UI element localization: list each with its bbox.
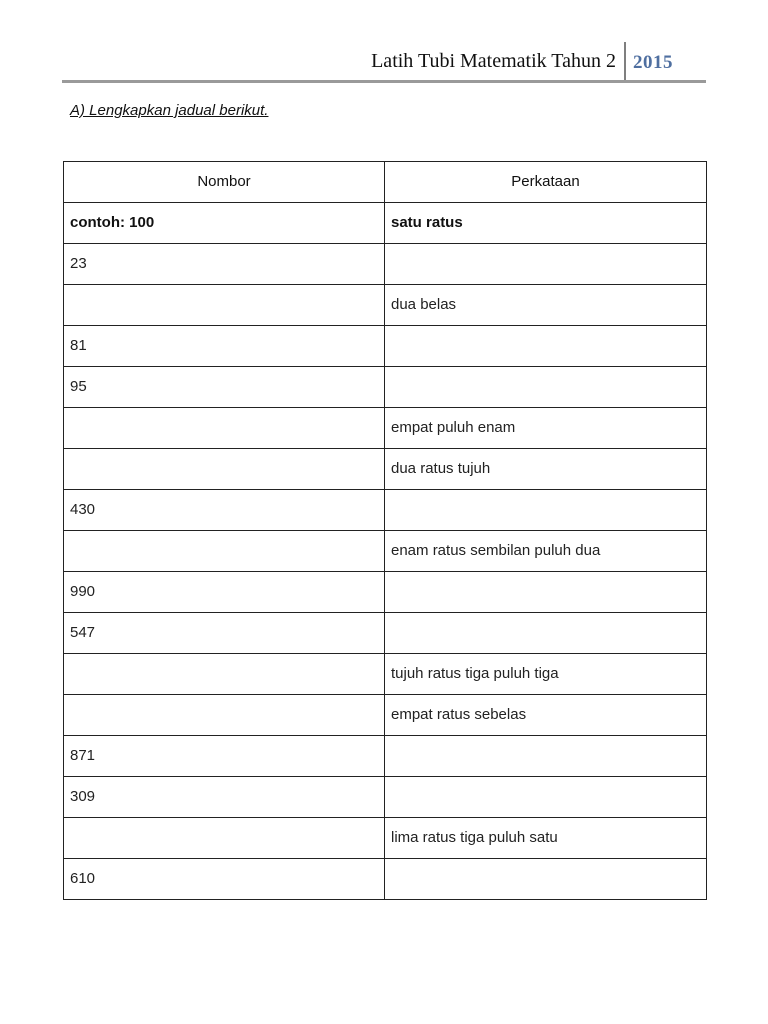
perkataan-cell[interactable]: dua ratus tujuh [385, 449, 707, 490]
header-title: Latih Tubi Matematik Tahun 2 [371, 50, 616, 72]
example-nombor-cell: contoh: 100 [64, 203, 385, 244]
perkataan-cell[interactable]: tujuh ratus tiga puluh tiga [385, 654, 707, 695]
perkataan-cell[interactable] [385, 367, 707, 408]
perkataan-cell[interactable] [385, 777, 707, 818]
table-row [64, 449, 707, 490]
nombor-cell[interactable] [64, 695, 385, 736]
nombor-cell[interactable]: 990 [64, 572, 385, 613]
table-header-row [64, 162, 707, 203]
perkataan-cell[interactable] [385, 244, 707, 285]
number-words-table [63, 161, 707, 900]
table-row [64, 408, 707, 449]
perkataan-cell[interactable] [385, 490, 707, 531]
nombor-cell[interactable] [64, 408, 385, 449]
table-row [64, 818, 707, 859]
nombor-cell[interactable]: 871 [64, 736, 385, 777]
table-row [64, 490, 707, 531]
nombor-cell[interactable]: 547 [64, 613, 385, 654]
header-divider [624, 42, 626, 82]
nombor-cell[interactable]: 309 [64, 777, 385, 818]
perkataan-cell[interactable]: empat ratus sebelas [385, 695, 707, 736]
table-row [64, 285, 707, 326]
table-row [64, 326, 707, 367]
table-row [64, 572, 707, 613]
example-row [64, 203, 707, 244]
header-rule [62, 80, 706, 83]
instruction-heading: A) Lengkapkan jadual berikut. [70, 102, 269, 119]
nombor-cell[interactable]: 610 [64, 859, 385, 900]
perkataan-cell[interactable] [385, 859, 707, 900]
table-row [64, 654, 707, 695]
nombor-cell[interactable] [64, 654, 385, 695]
table-row [64, 367, 707, 408]
nombor-cell[interactable]: 23 [64, 244, 385, 285]
nombor-cell[interactable] [64, 818, 385, 859]
nombor-cell[interactable] [64, 285, 385, 326]
column-header-perkataan: Perkataan [385, 162, 707, 203]
header-year: 2015 [633, 52, 673, 73]
nombor-cell[interactable]: 95 [64, 367, 385, 408]
table-row [64, 531, 707, 572]
perkataan-cell[interactable]: lima ratus tiga puluh satu [385, 818, 707, 859]
table-row [64, 695, 707, 736]
nombor-cell[interactable]: 430 [64, 490, 385, 531]
table-row [64, 777, 707, 818]
perkataan-cell[interactable]: dua belas [385, 285, 707, 326]
perkataan-cell[interactable] [385, 326, 707, 367]
nombor-cell[interactable] [64, 531, 385, 572]
perkataan-cell[interactable] [385, 736, 707, 777]
table-row [64, 736, 707, 777]
nombor-cell[interactable] [64, 449, 385, 490]
example-perkataan-cell: satu ratus [385, 203, 707, 244]
page-header [0, 0, 768, 90]
column-header-nombor: Nombor [64, 162, 385, 203]
perkataan-cell[interactable] [385, 613, 707, 654]
table-row [64, 244, 707, 285]
table-row [64, 613, 707, 654]
perkataan-cell[interactable] [385, 572, 707, 613]
perkataan-cell[interactable]: enam ratus sembilan puluh dua [385, 531, 707, 572]
table-row [64, 859, 707, 900]
nombor-cell[interactable]: 81 [64, 326, 385, 367]
perkataan-cell[interactable]: empat puluh enam [385, 408, 707, 449]
